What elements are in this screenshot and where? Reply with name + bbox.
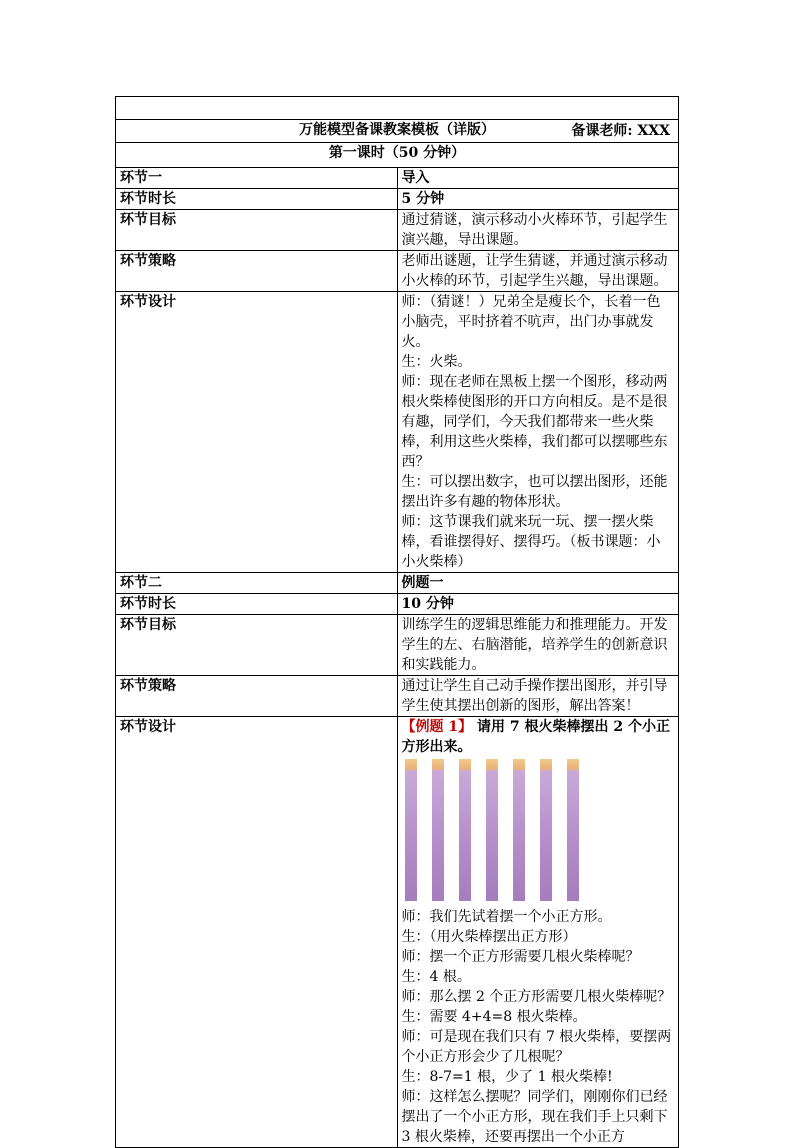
duration-value: 10 分钟 [397, 594, 679, 615]
example-heading [402, 717, 675, 757]
matchstick [567, 759, 579, 901]
duration-value: 5 分钟 [397, 189, 679, 210]
dialogue-line: 师：这节课我们就来玩一玩、摆一摆火柴棒，看谁摆得好、摆得巧。（板书课题：小小火柴棒） [401, 514, 661, 570]
dialogue-line: 师：摆一个正方形需要几根火柴棒呢？ [401, 949, 640, 965]
strategy-value: 老师出谜题，让学生猜谜，并通过演示移动小火棒的环节，引起学生兴趣，导出课题。 [397, 251, 679, 292]
design-content [397, 717, 679, 1148]
dialogue-line: 师：这样怎么摆呢？同学们，刚刚你们已经摆出了一个小正方形，现在我们手上只剩下 3 根火柴棒，还要再摆出一个小正方 [401, 1089, 668, 1145]
strategy-label: 环节策略 [116, 251, 398, 292]
matchstick [405, 759, 417, 901]
matchstick [513, 759, 525, 901]
dialogue-line: 生：4 根。 [401, 969, 471, 985]
matchsticks-image [402, 759, 675, 903]
matchstick [459, 759, 471, 901]
dialogue-line: 生：（用火柴棒摆出正方形） [401, 929, 577, 945]
dialogue-line: 生：需要 4+4=8 根火柴棒。 [401, 1009, 587, 1025]
stage-value: 例题一 [397, 573, 679, 594]
design-label: 环节设计 [116, 717, 398, 1148]
dialogue-line: 生：火柴。 [401, 354, 472, 370]
dialogue-line: 师：现在老师在黑板上摆一个图形，移动两根火柴棒使图形的开口方向相反。是不是很有趣，同学们，今天我们都带来一些火柴棒，利用这些火柴棒，我们都可以摆哪些东西？ [401, 374, 668, 470]
duration-label: 环节时长 [116, 189, 398, 210]
example-text: 请用 7 根火柴棒摆出 2 个小正方形出来。 [401, 719, 670, 755]
dialogue-line: 师：我们先试着摆一个小正方形。 [401, 909, 612, 925]
matchstick [540, 759, 552, 901]
dialogue-line: 师：（猜谜！）兄弟全是瘦长个，长着一色小脑壳，平时挤着不吭声，出门办事就发火。 [401, 294, 661, 350]
design-content [397, 292, 679, 573]
dialogue-line: 师：可是现在我们只有 7 根火柴棒，要摆两个小正方形会少了几根呢？ [401, 1029, 672, 1065]
goal-label: 环节目标 [116, 210, 398, 251]
goal-label: 环节目标 [116, 615, 398, 676]
matchstick [432, 759, 444, 901]
title-row [116, 120, 679, 143]
strategy-value: 通过让学生自己动手操作摆出图形，并引导学生使其摆出创新的图形，解出答案！ [397, 676, 679, 717]
lesson-title: 第一课时（50 分钟） [116, 143, 679, 168]
lesson-plan-table [115, 96, 679, 1148]
teacher-label: 备课老师: XXX [571, 123, 670, 139]
design-label: 环节设计 [116, 292, 398, 573]
stage-label: 环节二 [116, 573, 398, 594]
dialogue-line: 生：可以摆出数字，也可以摆出图形，还能摆出许多有趣的物体形状。 [401, 474, 668, 510]
matchstick [486, 759, 498, 901]
stage-value: 导入 [397, 168, 679, 189]
strategy-label: 环节策略 [116, 676, 398, 717]
goal-value: 通过猜谜，演示移动小火棒环节，引起学生演兴趣，导出课题。 [397, 210, 679, 251]
goal-value: 训练学生的逻辑思维能力和推理能力。开发学生的左、右脑潜能，培养学生的创新意识和实践能力。 [397, 615, 679, 676]
dialogue-line: 生：8-7=1 根，少了 1 根火柴棒! [401, 1069, 613, 1085]
doc-title: 万能模型备课教案模板（详版） [299, 122, 495, 138]
example-tag: 【例题 1】 [401, 719, 473, 735]
blank-header-row [116, 97, 679, 120]
duration-label: 环节时长 [116, 594, 398, 615]
dialogue-line: 师：那么摆 2 个正方形需要几根火柴棒呢？ [401, 989, 672, 1005]
stage-label: 环节一 [116, 168, 398, 189]
